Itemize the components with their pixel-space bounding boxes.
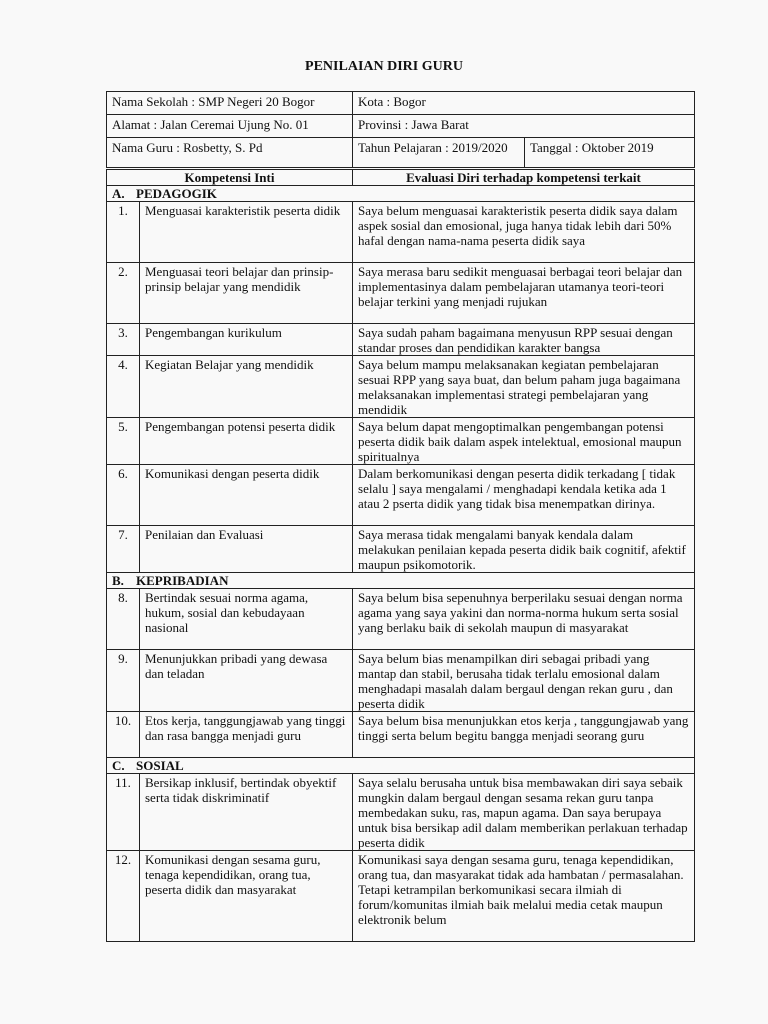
- table-row: [107, 324, 695, 356]
- school-name-cell: Nama Sekolah : SMP Negeri 20 Bogor: [107, 92, 353, 115]
- section-letter: B.: [112, 573, 124, 588]
- competency-cell: Kegiatan Belajar yang mendidik: [140, 356, 353, 418]
- section-row-kepribadian: [107, 573, 695, 589]
- table-row: [107, 851, 695, 942]
- column-header-evaluasi: Evaluasi Diri terhadap kompetensi terkait: [353, 170, 695, 186]
- row-number: 12.: [107, 851, 140, 942]
- row-number: 4.: [107, 356, 140, 418]
- section-row-sosial: [107, 758, 695, 774]
- competency-cell: Pengembangan kurikulum: [140, 324, 353, 356]
- competency-cell: Bersikap inklusif, bertindak obyektif serta tidak diskriminatif: [140, 774, 353, 851]
- competency-cell: Menunjukkan pribadi yang dewasa dan teladan: [140, 650, 353, 712]
- table-row: [107, 650, 695, 712]
- competency-cell: Etos kerja, tanggungjawab yang tinggi dan rasa bangga menjadi guru: [140, 712, 353, 758]
- competency-cell: Komunikasi dengan peserta didik: [140, 465, 353, 526]
- evaluation-cell: Saya belum bisa menunjukkan etos kerja , tanggungjawab yang tinggi serta belum begitu bangga menjadi seorang guru: [353, 712, 695, 758]
- evaluation-table: [106, 169, 695, 942]
- section-title: PEDAGOGIK: [136, 186, 217, 201]
- evaluation-cell: Saya sudah paham bagaimana menyusun RPP sesuai dengan standar proses dan pendidikan karakter bangsa: [353, 324, 695, 356]
- section-title: KEPRIBADIAN: [136, 573, 229, 588]
- evaluation-cell: Saya belum menguasai karakteristik peserta didik saya dalam aspek sosial dan emosional, juga hanya tidak lebih dari 50% hafal dengan nama-nama peserta didik saya: [353, 202, 695, 263]
- competency-cell: Menguasai teori belajar dan prinsip-prinsip belajar yang mendidik: [140, 263, 353, 324]
- evaluation-cell: Komunikasi saya dengan sesama guru, tenaga kependidikan, orang tua, dan masyarakat tidak ada hambatan / permasalahan. Tetapi ketrampilan berkomunikasi secara ilmiah di forum/komunitas ilmiah baik melalui media cetak maupun elektronik belum: [353, 851, 695, 942]
- evaluation-cell: Saya merasa tidak mengalami banyak kendala dalam melakukan penilaian kepada peserta didik baik cognitif, afektif maupun psikomotorik.: [353, 526, 695, 573]
- table-row: [107, 774, 695, 851]
- teacher-name-cell: Nama Guru : Rosbetty, S. Pd: [107, 138, 353, 168]
- row-number: 3.: [107, 324, 140, 356]
- row-number: 11.: [107, 774, 140, 851]
- table-row: [107, 526, 695, 573]
- section-row-pedagogik: [107, 186, 695, 202]
- evaluation-cell: Saya selalu berusaha untuk bisa membawakan diri saya sebaik mungkin dalam bergaul dengan sesama rekan guru tanpa membedakan suku, ras, mapun agama. Dan saya berupaya untuk bisa bersikap adil dalam memberikan perlakuan terhadap peserta didik: [353, 774, 695, 851]
- competency-cell: Bertindak sesuai norma agama, hukum, sosial dan kebudayaan nasional: [140, 589, 353, 650]
- row-number: 10.: [107, 712, 140, 758]
- row-number: 5.: [107, 418, 140, 465]
- evaluation-cell: Saya belum mampu melaksanakan kegiatan pembelajaran sesuai RPP yang saya buat, dan belum paham juga bagaimana melaksanakan implementasi strategi pembelajaran yang mendidik: [353, 356, 695, 418]
- row-number: 9.: [107, 650, 140, 712]
- table-row: [107, 712, 695, 758]
- evaluation-cell: Saya belum dapat mengoptimalkan pengembangan potensi peserta didik baik dalam aspek intelektual, emosional maupun spiritualnya: [353, 418, 695, 465]
- evaluation-cell: Dalam berkomunikasi dengan peserta didik terkadang [ tidak selalu ] saya mengalami / menghadapi kendala ketika ada 1 atau 2 pserta didik yang tidak bisa menempatkan dirinya.: [353, 465, 695, 526]
- header-table: [106, 91, 695, 168]
- school-year-cell: Tahun Pelajaran : 2019/2020: [353, 138, 525, 168]
- section-letter: A.: [112, 186, 125, 201]
- section-title: SOSIAL: [136, 758, 184, 773]
- competency-cell: Menguasai karakteristik peserta didik: [140, 202, 353, 263]
- evaluation-cell: Saya merasa baru sedikit menguasai berbagai teori belajar dan implementasinya dalam pembelajaran utamanya teori-teori belajar terkini yang menjadi rujukan: [353, 263, 695, 324]
- competency-cell: Pengembangan potensi peserta didik: [140, 418, 353, 465]
- table-row: [107, 418, 695, 465]
- city-cell: Kota : Bogor: [353, 92, 695, 115]
- section-letter: C.: [112, 758, 125, 773]
- table-row: [107, 356, 695, 418]
- table-row: [107, 465, 695, 526]
- row-number: 6.: [107, 465, 140, 526]
- table-row: [107, 263, 695, 324]
- column-header-row: [107, 170, 695, 186]
- competency-cell: Komunikasi dengan sesama guru, tenaga kependidikan, orang tua, peserta didik dan masyarakat: [140, 851, 353, 942]
- document-title: PENILAIAN DIRI GURU: [305, 59, 463, 74]
- address-cell: Alamat : Jalan Ceremai Ujung No. 01: [107, 115, 353, 138]
- evaluation-cell: Saya belum bias menampilkan diri sebagai pribadi yang mantap dan stabil, berusaha tidak terlalu emosional dalam menghadapi masalah dalam bergaul dengan rekan guru , dan peserta didik: [353, 650, 695, 712]
- row-number: 7.: [107, 526, 140, 573]
- table-row: [107, 202, 695, 263]
- date-cell: Tanggal : Oktober 2019: [525, 138, 695, 168]
- table-row: [107, 589, 695, 650]
- province-cell: Provinsi : Jawa Barat: [353, 115, 695, 138]
- column-header-kompetensi: Kompetensi Inti: [107, 170, 353, 186]
- competency-cell: Penilaian dan Evaluasi: [140, 526, 353, 573]
- row-number: 2.: [107, 263, 140, 324]
- row-number: 1.: [107, 202, 140, 263]
- row-number: 8.: [107, 589, 140, 650]
- evaluation-cell: Saya belum bisa sepenuhnya berperilaku sesuai dengan norma agama yang saya yakini dan norma-norma hukum serta sosial yang berlaku baik di sekolah maupun di masyarakat: [353, 589, 695, 650]
